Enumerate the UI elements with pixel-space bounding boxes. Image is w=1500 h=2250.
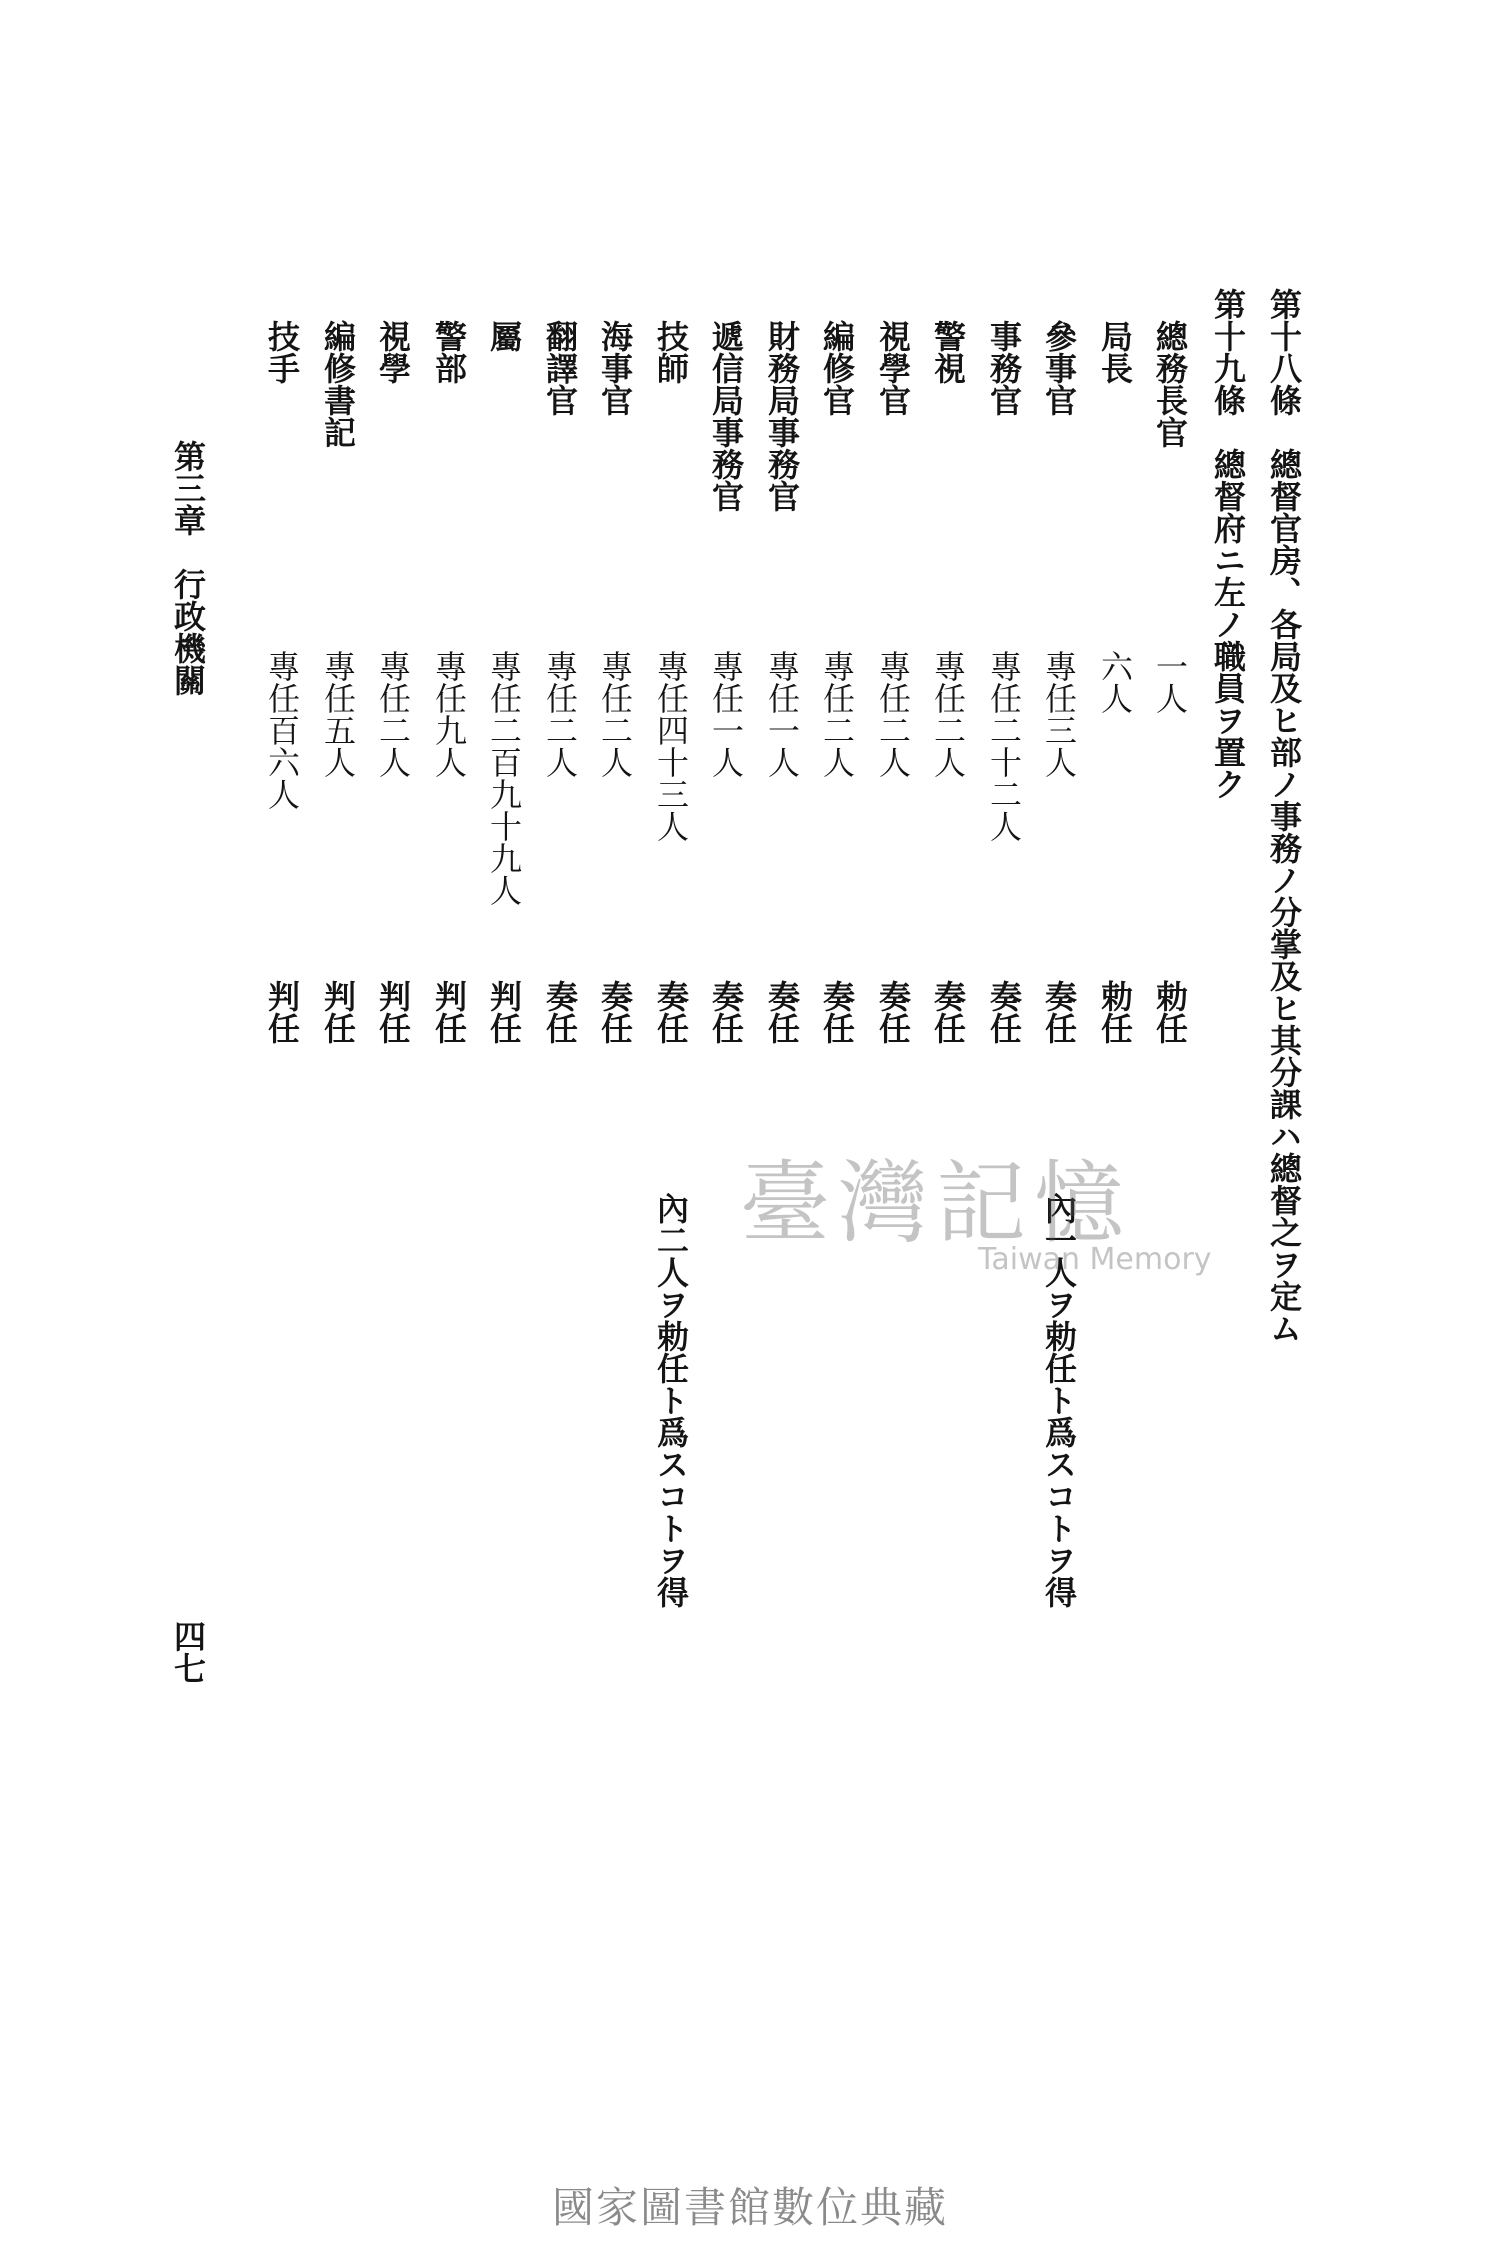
staff-count [1148,650,1192,714]
staff-rank [926,980,970,1044]
staff-rank [427,980,471,1044]
staff-rank-text: 奏任 [818,980,856,1044]
page-number-text: 四七 [169,1620,207,1684]
staff-title [760,320,804,512]
staff-title-text: 財務局事務官 [763,320,801,512]
staff-rank-text: 奏任 [707,980,745,1044]
staff-title [593,320,637,416]
staff-rank-text: 奏任 [541,980,579,1044]
staff-rank [1148,980,1192,1044]
staff-rank-text: 勅任 [1151,980,1189,1044]
staff-rank-text: 勅任 [1096,980,1134,1044]
staff-title [260,320,304,384]
staff-rank-text: 奏任 [985,980,1023,1044]
staff-count [760,650,804,778]
staff-count [649,650,693,842]
staff-count [1037,650,1081,778]
staff-title [427,320,471,384]
staff-title-text: 視學官 [874,320,912,416]
staff-rank-text: 判任 [485,980,523,1044]
staff-title-text: 屬 [485,320,523,352]
staff-rank-text: 判任 [430,980,468,1044]
staff-title [316,320,360,448]
article-19 [1206,288,1250,800]
staff-count [538,650,582,778]
staff-rank-text: 奏任 [929,980,967,1044]
staff-rank-text: 奏任 [652,980,690,1044]
footer-archive-label: 國家圖書館數位典藏 [551,2183,948,2232]
staff-note [649,1192,693,1608]
staff-title [371,320,415,384]
staff-count-text: 專任五人 [319,650,357,778]
staff-count-text: 專任二人 [541,650,579,778]
staff-rank [982,980,1026,1044]
staff-rank-text: 判任 [319,980,357,1044]
staff-count-text: 專任二百九十九人 [485,650,523,906]
staff-count-text: 專任九人 [430,650,468,778]
staff-rank [704,980,748,1044]
staff-count-text: 專任二人 [818,650,856,778]
staff-count [704,650,748,778]
article-19-text: 第十九條 總督府ニ左ノ職員ヲ置ク [1209,288,1247,800]
staff-count-text: 專任四十三人 [652,650,690,842]
staff-rank-text: 奏任 [763,980,801,1044]
staff-count [926,650,970,778]
staff-count-text: 專任二十二人 [985,650,1023,842]
staff-rank-text: 奏任 [596,980,634,1044]
staff-title [982,320,1026,416]
staff-rank [1037,980,1081,1044]
staff-rank [371,980,415,1044]
staff-count [871,650,915,778]
staff-count-text: 專任二人 [374,650,412,778]
staff-count-text: 專任一人 [763,650,801,778]
staff-note [1037,1192,1081,1608]
staff-rank [538,980,582,1044]
staff-count-text: 專任百六人 [263,650,301,810]
staff-title [1037,320,1081,416]
staff-title-text: 海事官 [596,320,634,416]
staff-count-text: 專任一人 [707,650,745,778]
staff-rank-text: 判任 [263,980,301,1044]
staff-title [926,320,970,384]
chapter-title: 第三章 行政機關 [169,440,207,696]
staff-title [871,320,915,416]
staff-count [260,650,304,810]
staff-rank-text: 奏任 [874,980,912,1044]
staff-title-text: 警視 [929,320,967,384]
staff-title [1093,320,1137,384]
staff-count [316,650,360,778]
page-number [166,1620,210,1684]
watermark [740,1130,1220,1300]
staff-rank [316,980,360,1044]
staff-title-text: 警部 [430,320,468,384]
staff-count-text: 一人 [1151,650,1189,714]
staff-rank [593,980,637,1044]
staff-count [371,650,415,778]
staff-count-text: 專任三人 [1040,650,1078,778]
staff-title-text: 技手 [263,320,301,384]
staff-title-text: 事務官 [985,320,1023,416]
staff-title [1148,320,1192,448]
staff-count [482,650,526,906]
staff-title [482,320,526,352]
staff-title [815,320,859,416]
staff-rank [1093,980,1137,1044]
staff-title [649,320,693,384]
staff-count [1093,650,1137,714]
staff-title-text: 編修書記 [319,320,357,448]
staff-title-text: 參事官 [1040,320,1078,416]
staff-note-text: 內一人ヲ勅任ト爲スコトヲ得 [1040,1192,1078,1608]
staff-count [815,650,859,778]
staff-rank [871,980,915,1044]
article-18 [1262,288,1306,1344]
watermark-en: Taiwan Memory [978,1242,1212,1277]
staff-count-text: 專任二人 [929,650,967,778]
staff-title [538,320,582,416]
staff-count [593,650,637,778]
staff-rank-text: 奏任 [1040,980,1078,1044]
staff-title-text: 局長 [1096,320,1134,384]
staff-title-text: 技師 [652,320,690,384]
staff-title-text: 編修官 [818,320,856,416]
staff-title [704,320,748,512]
chapter-heading [166,440,210,696]
staff-rank-text: 判任 [374,980,412,1044]
staff-rank [760,980,804,1044]
staff-rank [815,980,859,1044]
staff-count-text: 專任二人 [874,650,912,778]
staff-title-text: 視學 [374,320,412,384]
staff-title-text: 遞信局事務官 [707,320,745,512]
staff-title-text: 總務長官 [1151,320,1189,448]
staff-rank [260,980,304,1044]
article-18-text: 第十八條 總督官房、各局及ヒ部ノ事務ノ分掌及ヒ其分課ハ總督之ヲ定ム [1265,288,1303,1344]
staff-count [427,650,471,778]
staff-count-text: 專任二人 [596,650,634,778]
staff-title-text: 翻譯官 [541,320,579,416]
staff-count-text: 六人 [1096,650,1134,714]
staff-rank [482,980,526,1044]
watermark-cn: 臺灣記憶 [740,1151,1132,1256]
staff-rank [649,980,693,1044]
staff-note-text: 內二人ヲ勅任ト爲スコトヲ得 [652,1192,690,1608]
staff-count [982,650,1026,842]
